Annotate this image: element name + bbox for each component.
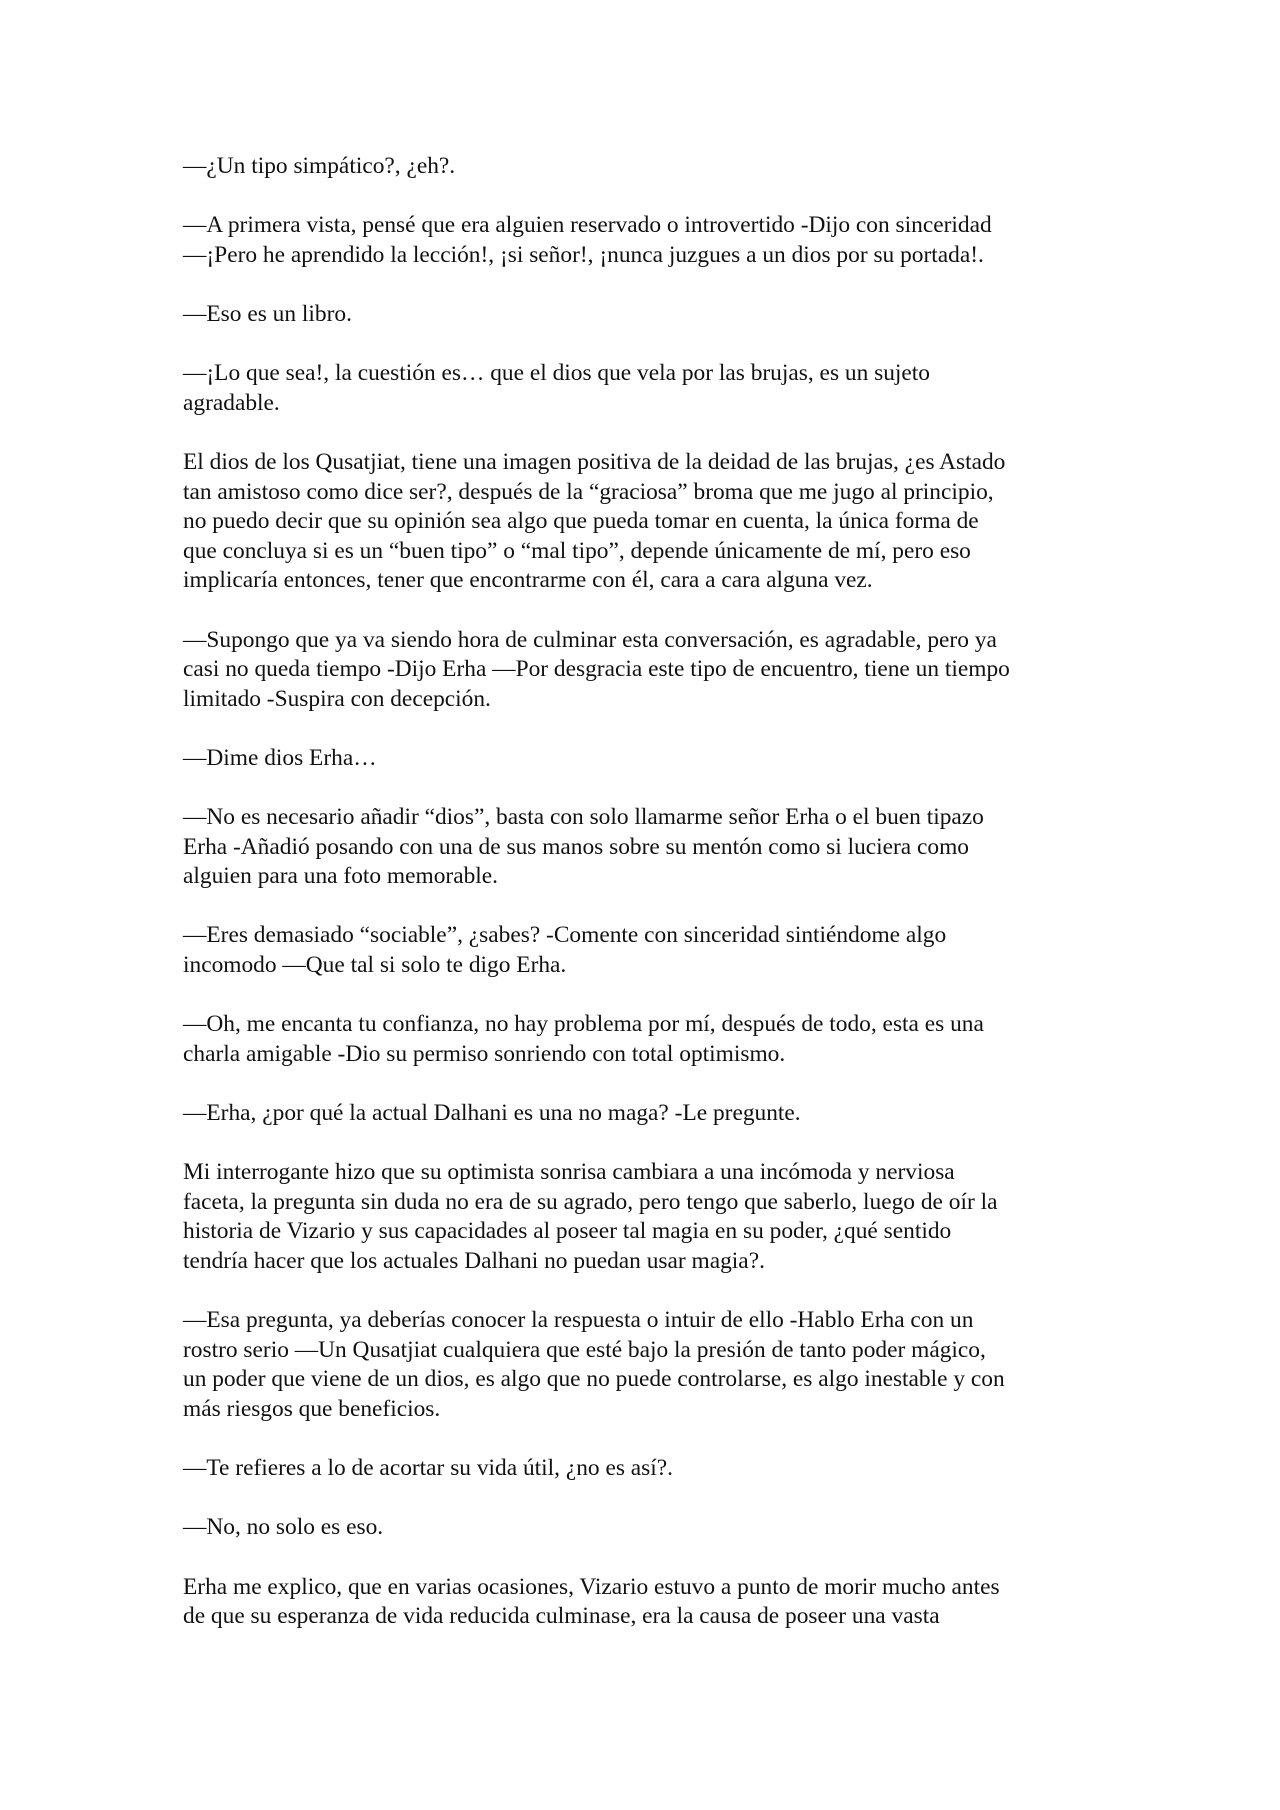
text-line: Erha me explico, que en varias ocasiones, Vizario estuvo a punto de morir mucho antes	[183, 1573, 1000, 1600]
text-line: que concluya si es un “buen tipo” o “mal tipo”, depende únicamente de mí, pero eso	[183, 537, 971, 564]
paragraph	[183, 1010, 1103, 1069]
text-line: —Eres demasiado “sociable”, ¿sabes? -Comente con sinceridad sintiéndome algo	[183, 922, 947, 949]
text-line: —Te refieres a lo de acortar su vida útil, ¿no es así?.	[183, 1455, 674, 1482]
text-line: más riesgos que beneficios.	[183, 1395, 441, 1422]
paragraph	[183, 1099, 1103, 1129]
paragraph	[183, 921, 1103, 980]
text-line: rostro serio —Un Qusatjiat cualquiera que esté bajo la presión de tanto poder mágico,	[183, 1336, 986, 1363]
paragraph	[183, 152, 1103, 182]
paragraph	[183, 300, 1103, 330]
paragraph	[183, 744, 1103, 774]
paragraph	[183, 1454, 1103, 1484]
body-text	[183, 152, 1103, 1661]
paragraph	[183, 1513, 1103, 1543]
text-line: —No, no solo es eso.	[183, 1514, 384, 1541]
text-line: —Supongo que ya va siendo hora de culminar esta conversación, es agradable, pero ya	[183, 626, 997, 653]
text-line: —¿Un tipo simpático?, ¿eh?.	[183, 153, 456, 179]
text-line: agradable.	[183, 389, 280, 416]
paragraph	[183, 359, 1103, 418]
text-line: El dios de los Qusatjiat, tiene una imagen positiva de la deidad de las brujas, ¿es Astado	[183, 448, 1006, 475]
text-line: —Esa pregunta, ya deberías conocer la respuesta o intuir de ello -Hablo Erha con un	[183, 1307, 974, 1334]
paragraph	[183, 211, 1103, 270]
paragraph	[183, 626, 1103, 715]
text-line: —No es necesario añadir “dios”, basta con solo llamarme señor Erha o el buen tipazo	[183, 804, 984, 831]
text-line: —A primera vista, pensé que era alguien reservado o introvertido -Dijo con sinceridad	[183, 212, 992, 239]
text-line: Mi interrogante hizo que su optimista sonrisa cambiara a una incómoda y nerviosa	[183, 1159, 955, 1186]
text-line: casi no queda tiempo -Dijo Erha —Por desgracia este tipo de encuentro, tiene un tiempo	[183, 656, 1010, 683]
paragraph	[183, 1158, 1103, 1276]
text-line: de que su esperanza de vida reducida culminase, era la causa de poseer una vasta	[183, 1603, 940, 1630]
text-line: incomodo —Que tal si solo te digo Erha.	[183, 952, 567, 979]
text-line: —¡Pero he aprendido la lección!, ¡si señor!, ¡nunca juzgues a un dios por su portada!.	[183, 241, 984, 268]
text-line: limitado -Suspira con decepción.	[183, 685, 491, 712]
text-line: Erha -Añadió posando con una de sus manos sobre su mentón como si luciera como	[183, 833, 970, 860]
text-line: faceta, la pregunta sin duda no era de su agrado, pero tengo que saberlo, luego de oír la	[183, 1188, 998, 1215]
text-line: charla amigable -Dio su permiso sonriendo con total optimismo.	[183, 1040, 786, 1067]
text-line: no puedo decir que su opinión sea algo que pueda tomar en cuenta, la única forma de	[183, 508, 979, 535]
text-line: un poder que viene de un dios, es algo que no puede controlarse, es algo inestable y con	[183, 1366, 1005, 1393]
text-line: —Eso es un libro.	[183, 300, 352, 327]
text-line: tendría hacer que los actuales Dalhani no puedan usar magia?.	[183, 1247, 765, 1274]
paragraph	[183, 1306, 1103, 1424]
paragraph	[183, 448, 1103, 596]
text-line: historia de Vizario y sus capacidades al poseer tal magia en su poder, ¿qué sentido	[183, 1218, 952, 1245]
text-line: alguien para una foto memorable.	[183, 863, 498, 890]
text-line: implicaría entonces, tener que encontrarme con él, cara a cara alguna vez.	[183, 567, 873, 594]
paragraph	[183, 1573, 1103, 1632]
text-line: —Oh, me encanta tu confianza, no hay problema por mí, después de todo, esta es una	[183, 1011, 984, 1038]
text-line: —Dime dios Erha…	[183, 744, 377, 771]
paragraph	[183, 803, 1103, 892]
text-line: —Erha, ¿por qué la actual Dalhani es una no maga? -Le pregunte.	[183, 1100, 801, 1126]
text-line: tan amistoso como dice ser?, después de la “graciosa” broma que me jugo al principio,	[183, 478, 994, 505]
text-line: —¡Lo que sea!, la cuestión es… que el dios que vela por las brujas, es un sujeto	[183, 360, 931, 387]
